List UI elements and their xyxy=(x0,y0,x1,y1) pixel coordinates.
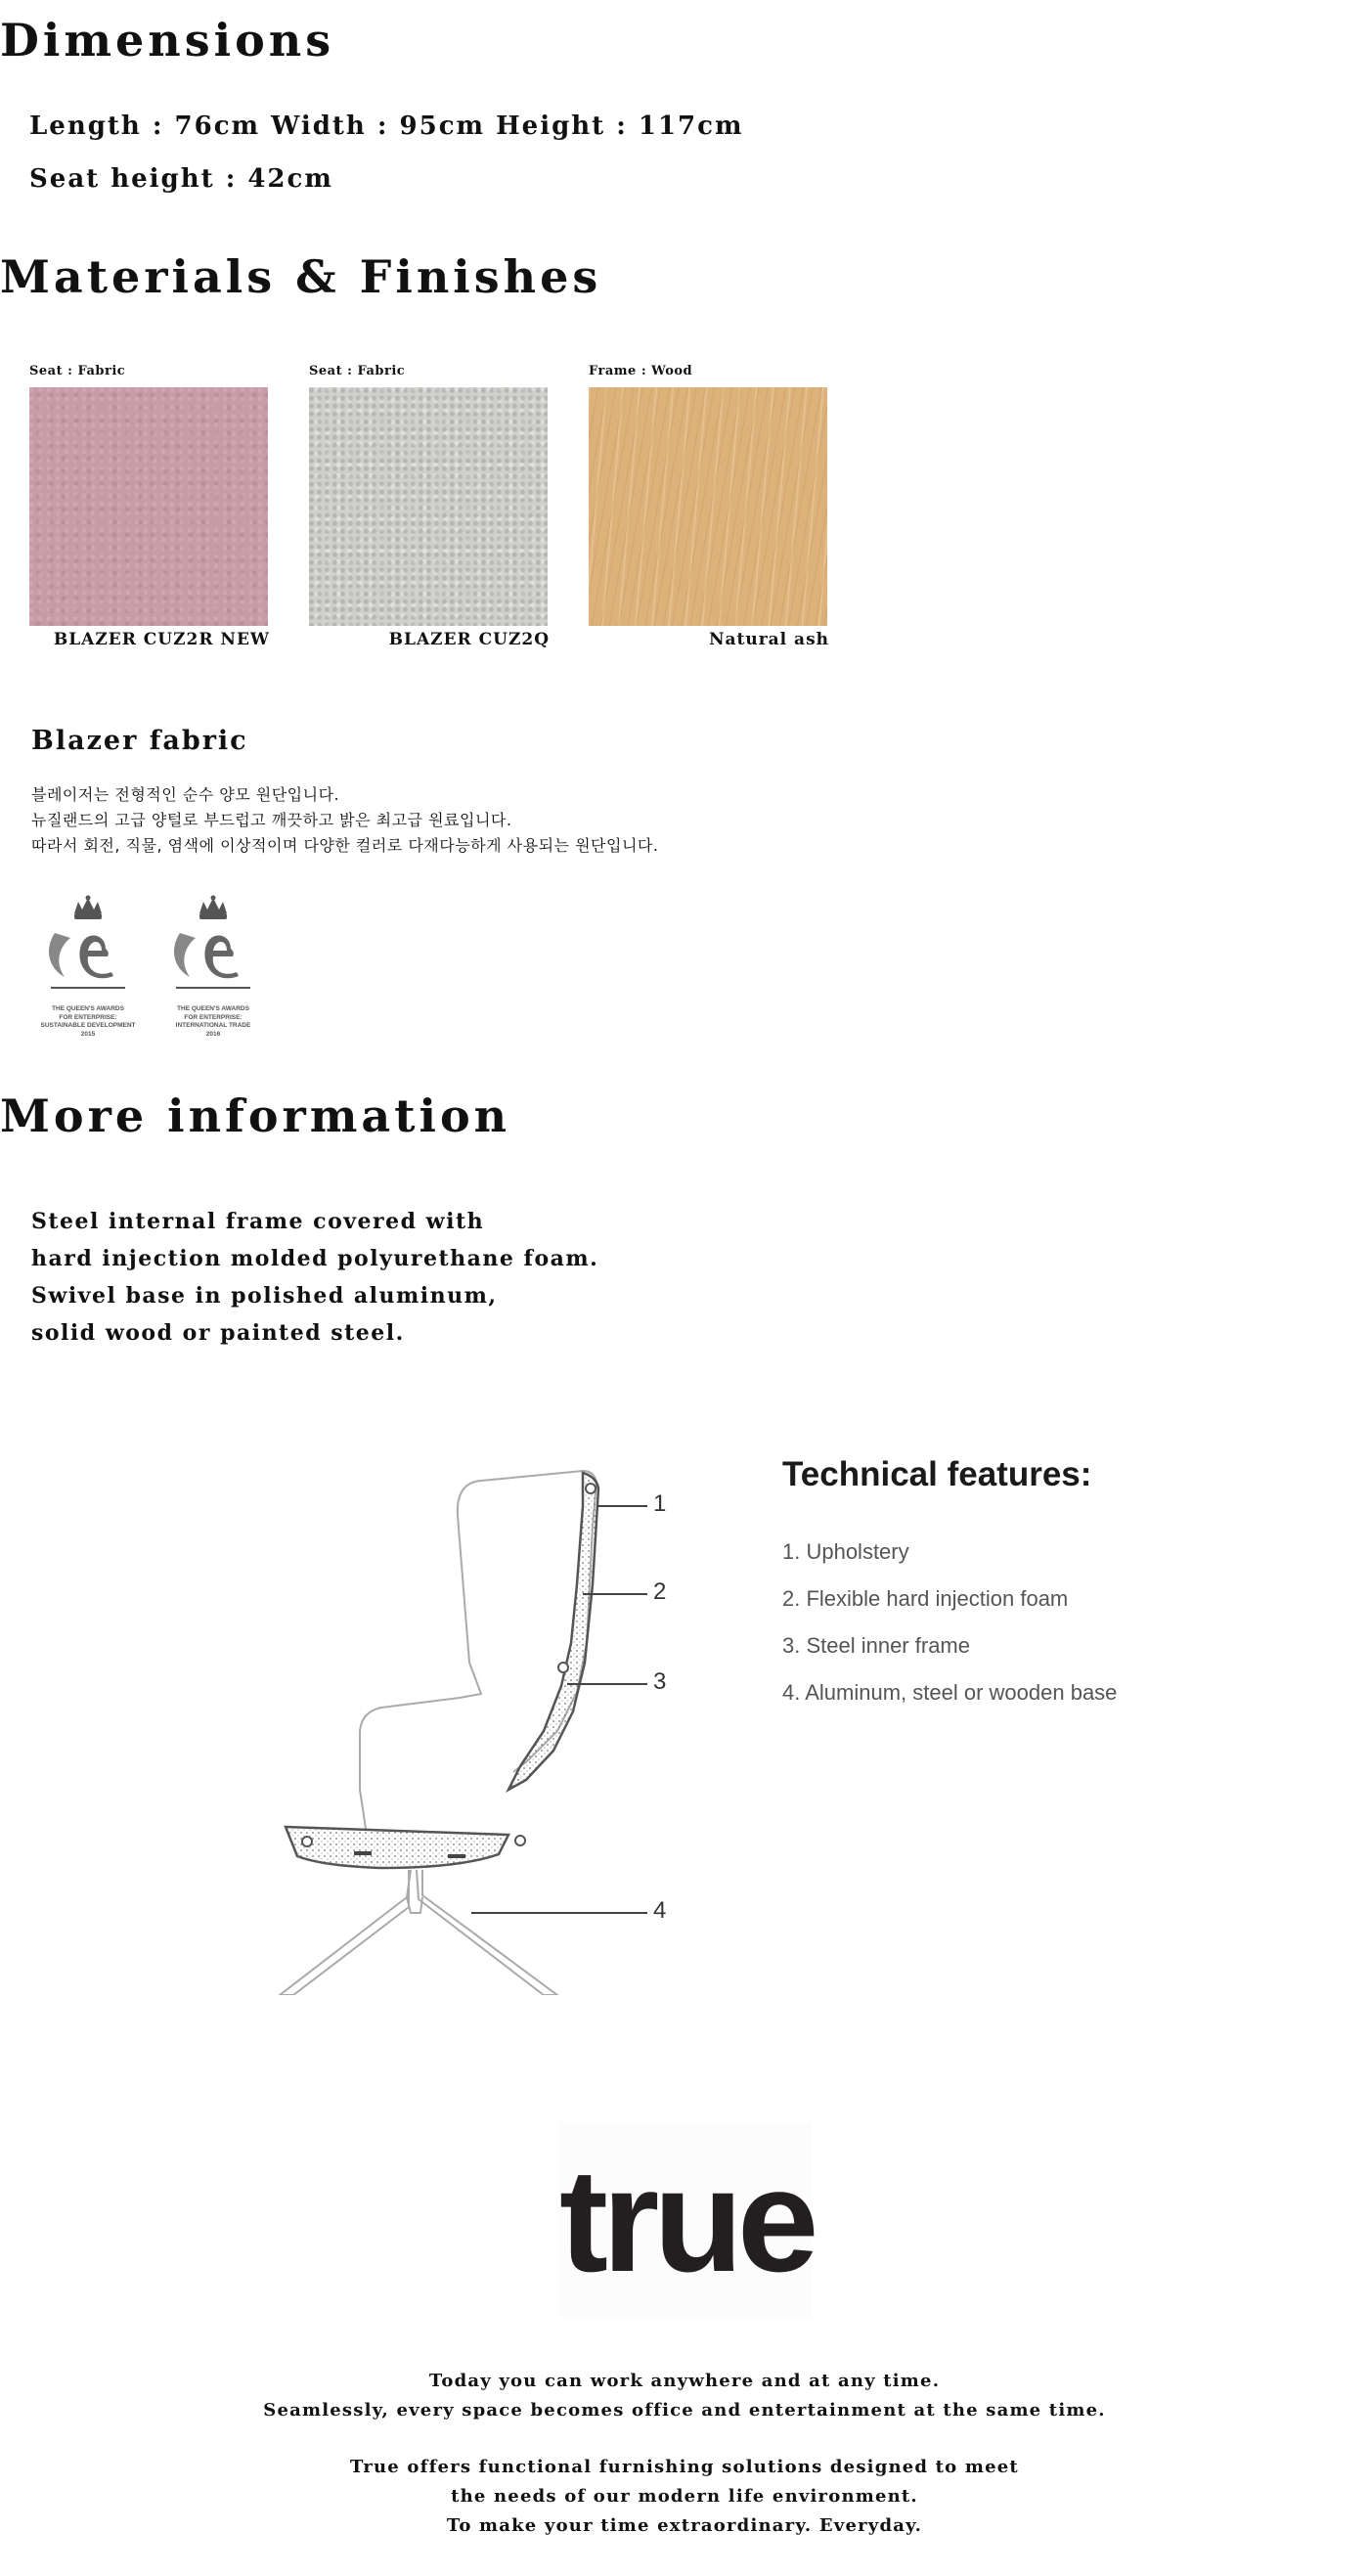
swatch-name: BLAZER CUZ2R NEW xyxy=(53,630,270,649)
technical-features-title: Technical features: xyxy=(782,1455,1092,1493)
more-info-heading: More information xyxy=(0,1089,511,1142)
brand-paragraph-1: Today you can work anywhere and at any time. Seamlessly, every space becomes office and entertainment at the same time. xyxy=(263,2371,1106,2421)
more-info-text xyxy=(31,1203,598,1352)
brand-paragraph-2: True offers functional furnishing solutions designed to meet the needs of our modern life environment. To make your time extraordinary. Everyday. xyxy=(350,2457,1019,2536)
queens-award-emblem-icon xyxy=(35,894,141,1001)
callout-1: 1 xyxy=(653,1490,667,1517)
seat-height-line: Seat height : 42cm xyxy=(29,164,333,194)
true-logo: true xyxy=(559,2122,812,2318)
queens-award-sustainable xyxy=(35,894,141,1039)
swatch-name: Natural ash xyxy=(708,630,829,649)
callout-3: 3 xyxy=(653,1668,667,1695)
swatch-natural-ash[interactable] xyxy=(589,387,827,626)
callout-4: 4 xyxy=(653,1897,667,1924)
dimensions-line: Length : 76cm Width : 95cm Height : 117cm xyxy=(29,111,744,141)
fabric-line: 블레이저는 전형적인 순수 양모 원단입니다. xyxy=(31,785,340,804)
fabric-title: Blazer fabric xyxy=(31,726,248,756)
more-info-line: hard injection molded polyurethane foam. xyxy=(31,1246,599,1271)
tech-feature-item: 1. Upholstery xyxy=(782,1539,909,1564)
swatch-name: BLAZER CUZ2Q xyxy=(388,630,550,649)
fabric-description xyxy=(31,782,658,859)
fabric-line: 뉴질랜드의 고급 양털로 부드럽고 깨끗하고 밝은 최고급 원료입니다. xyxy=(31,811,512,829)
swatch-blazer-cuz2q[interactable] xyxy=(309,387,548,626)
swatch-caption: Frame : Wood xyxy=(589,364,693,378)
award-caption: THE QUEEN'S AWARDS FOR ENTERPRISE: INTERNATIONAL TRADE 2016 xyxy=(175,1005,251,1038)
swatch-blazer-cuz2r[interactable] xyxy=(29,387,268,626)
tech-feature-item: 4. Aluminum, steel or wooden base xyxy=(782,1680,1118,1705)
more-info-line: Steel internal frame covered with xyxy=(31,1209,485,1234)
callout-2: 2 xyxy=(653,1578,667,1605)
more-info-line: solid wood or painted steel. xyxy=(31,1320,405,1346)
more-info-line: Swivel base in polished aluminum, xyxy=(31,1283,498,1309)
swatch-caption: Seat : Fabric xyxy=(309,364,406,378)
award-caption: THE QUEEN'S AWARDS FOR ENTERPRISE: SUSTAINABLE DEVELOPMENT 2015 xyxy=(40,1005,136,1038)
chair-technical-drawing xyxy=(264,1467,704,1995)
dimensions-heading: Dimensions xyxy=(0,14,335,67)
tech-feature-item: 3. Steel inner frame xyxy=(782,1633,970,1658)
swatch-caption: Seat : Fabric xyxy=(29,364,126,378)
queens-award-emblem-icon xyxy=(160,894,266,1001)
queens-award-trade xyxy=(160,894,266,1039)
fabric-line: 따라서 회전, 직물, 염색에 이상적이며 다양한 컬러로 다재다능하게 사용되는 원단입니다. xyxy=(31,836,659,855)
materials-heading: Materials & Finishes xyxy=(0,250,602,303)
tech-feature-item: 2. Flexible hard injection foam xyxy=(782,1586,1069,1611)
